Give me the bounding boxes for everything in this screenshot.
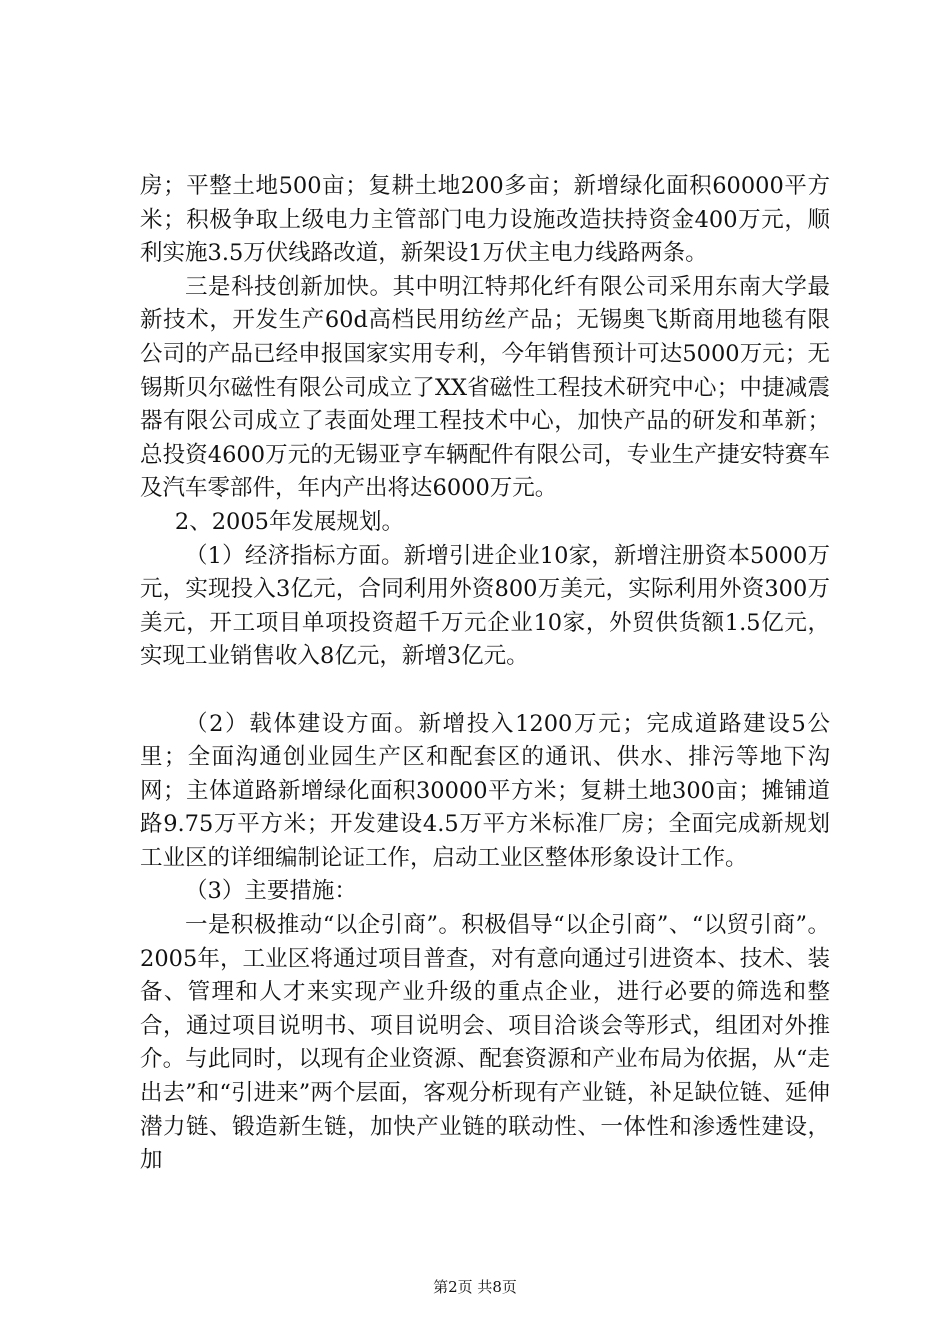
- section-heading-2005-plan: 2、2005年发展规划。: [174, 508, 404, 535]
- paragraph-main-measures-heading: （3）主要措施：: [185, 878, 357, 905]
- paragraph-tech-innovation: 三是科技创新加快。其中明江特邦化纤有限公司采用东南大学最新技术，开发生产60d高档民用纺丝产品；无锡奥飞斯商用地毯有限公司的产品已经申报国家实用专利，今年销售预计可达5000万元；无锡斯贝尔磁性有限公司成立了XX省磁性工程技术研究中心；中捷减震器有限公司成立了表面处理工程技术中心，加快产品的研发和革新；总投资4600万元的无锡亚亨车辆配件有限公司，专业生产捷安特赛车及汽车零部件，年内产出将达6000万元。: [140, 273, 830, 502]
- paragraph-infrastructure: （2）载体建设方面。新增投入1200万元；完成道路建设5公里；全面沟通创业园生产区和配套区的通讯、供水、排污等地下沟网；主体道路新增绿化面积30000平方米；复耕土地300亩；摊铺道路9.75万平方米；开发建设4.5万平方米标准厂房；全面完成新规划工业区的详细编制论证工作，启动工业区整体形象设计工作。: [140, 710, 830, 871]
- page-footer: 第2页 共8页: [433, 1278, 517, 1296]
- document-body: [140, 170, 830, 1178]
- paragraph-continuation: 房；平整土地500亩；复耕土地200多亩；新增绿化面积60000平方米；积极争取上级电力主管部门电力设施改造扶持资金400万元，顺利实施3.5万伏线路改道，新架设1万伏主电力线路两条。: [140, 173, 830, 267]
- paragraph-measure-one: 一是积极推动“以企引商”。积极倡导“以企引商”、“以贸引商”。2005年，工业区将通过项目普查，对有意向通过引进资本、技术、装备、管理和人才来实现产业升级的重点企业，进行必要的筛选和整合，通过项目说明书、项目说明会、项目洽谈会等形式，组团对外推介。与此同时，以现有企业资源、配套资源和产业布局为依据，从“走出去”和“引进来”两个层面，客观分析现有产业链，补足缺位链、延伸潜力链、锻造新生链，加快产业链的联动性、一体性和渗透性建设，加: [140, 912, 830, 1174]
- paragraph-economic-indicators: （1）经济指标方面。新增引进企业10家，新增注册资本5000万元，实现投入3亿元，合同利用外资800万美元，实际利用外资300万美元，开工项目单项投资超千万元企业10家，外贸供货额1.5亿元，实现工业销售收入8亿元，新增3亿元。: [140, 542, 830, 670]
